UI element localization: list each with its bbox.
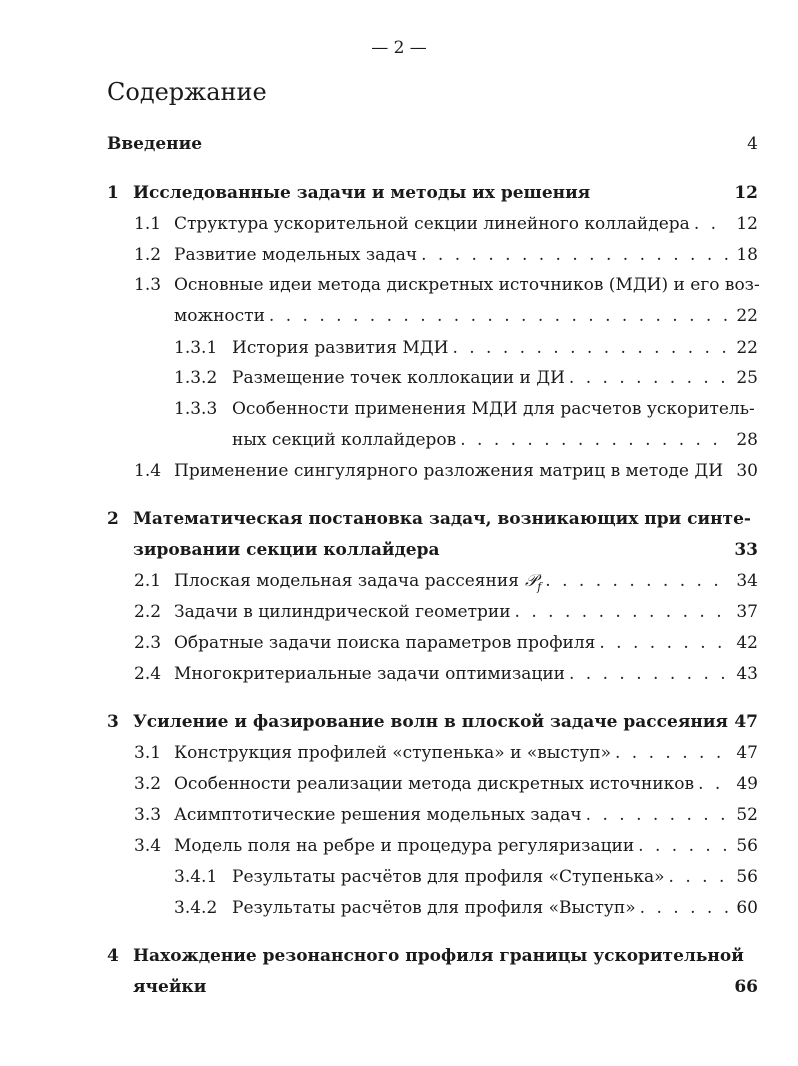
toc-entry-page: 28 <box>736 430 758 450</box>
toc-subsection-1-3-3[interactable] <box>0 394 798 424</box>
toc-entry-number: 1.2 <box>134 245 162 265</box>
toc-entry-title: Исследованные задачи и методы их решения <box>133 183 591 203</box>
toc-section-1-3[interactable] <box>0 270 798 300</box>
toc-entry-number: 2.2 <box>134 602 162 622</box>
toc-subsection-3-4-1[interactable] <box>0 862 798 892</box>
toc-subsection-1-3-2[interactable] <box>0 363 798 393</box>
toc-subsection-3-4-2[interactable] <box>0 893 798 923</box>
toc-entry-title: Многокритериальные задачи оптимизации <box>174 664 565 684</box>
toc-entry-number: 3.4.1 <box>174 867 218 887</box>
toc-leader-dots <box>615 738 728 768</box>
toc-section-2-4[interactable] <box>0 659 798 689</box>
toc-entry-title: Введение <box>107 134 203 154</box>
toc-section-2-1[interactable] <box>0 566 798 596</box>
toc-entry-number: 1.3.2 <box>174 368 218 388</box>
toc-entry-title: Усиление и фазирование волн в плоской задаче рассеяния <box>133 712 728 732</box>
toc-chapter-4[interactable] <box>0 941 798 971</box>
toc-entry-page: 56 <box>736 867 758 887</box>
toc-leader-dots <box>640 893 728 923</box>
toc-section-3-4[interactable] <box>0 831 798 861</box>
toc-entry-title: Развитие модельных задач <box>174 245 418 265</box>
symbol-p: 𝒫 <box>524 571 538 591</box>
toc-section-1-4[interactable] <box>0 456 798 486</box>
toc-entry-title: Основные идеи метода дискретных источников (МДИ) и его воз- <box>174 275 760 295</box>
toc-entry-introduction[interactable] <box>0 129 798 159</box>
toc-entry-number: 2.3 <box>134 633 162 653</box>
toc-leader-dots <box>421 240 728 270</box>
toc-entry-number: 3.1 <box>134 743 162 763</box>
toc-leader-dots <box>599 628 728 658</box>
toc-entry-page: 12 <box>736 214 758 234</box>
toc-entry-page: 30 <box>736 461 758 481</box>
toc-subsection-1-3-3-continued[interactable] <box>0 425 798 455</box>
toc-entry-page: 43 <box>736 664 758 684</box>
toc-entry-number: 3 <box>107 712 119 732</box>
toc-entry-title-continued: ных секций коллайдеров <box>232 430 457 450</box>
toc-leader-dots <box>460 425 728 455</box>
toc-section-2-3[interactable] <box>0 628 798 658</box>
toc-leader-dots <box>545 566 728 596</box>
toc-chapter-2-continued[interactable] <box>0 535 798 565</box>
toc-entry-title: Конструкция профилей «ступенька» и «выступ» <box>174 743 611 763</box>
toc-entry-page: 22 <box>736 338 758 358</box>
toc-section-2-2[interactable] <box>0 597 798 627</box>
toc-entry-title: Результаты расчётов для профиля «Ступенька» <box>232 867 665 887</box>
toc-entry-number: 1 <box>107 183 119 203</box>
toc-entry-title: Структура ускорительной секции линейного коллайдера <box>174 214 690 234</box>
toc-entry-number: 1.3 <box>134 275 162 295</box>
toc-entry-page: 18 <box>736 245 758 265</box>
toc-entry-title: Результаты расчётов для профиля «Выступ» <box>232 898 636 918</box>
toc-entry-title: Размещение точек коллокации и ДИ <box>232 368 565 388</box>
toc-entry-page: 56 <box>736 836 758 856</box>
toc-entry-title-continued: зировании секции коллайдера <box>133 540 440 560</box>
toc-entry-title: Обратные задачи поиска параметров профиля <box>174 633 596 653</box>
toc-subsection-1-3-1[interactable] <box>0 333 798 363</box>
toc-entry-title: Модель поля на ребре и процедура регуляризации <box>174 836 635 856</box>
toc-chapter-3[interactable] <box>0 707 798 737</box>
toc-entry-page: 60 <box>736 898 758 918</box>
toc-entry-number: 3.3 <box>134 805 162 825</box>
toc-chapter-1[interactable] <box>0 178 798 208</box>
toc-entry-page: 22 <box>736 306 758 326</box>
toc-chapter-2[interactable] <box>0 504 798 534</box>
page-title: Содержание <box>107 78 267 106</box>
toc-entry-page: 37 <box>736 602 758 622</box>
toc-entry-title-continued: ячейки <box>133 977 207 997</box>
toc-section-1-2[interactable] <box>0 240 798 270</box>
toc-entry-page: 34 <box>736 571 758 591</box>
toc-entry-number: 4 <box>107 946 119 966</box>
toc-section-3-1[interactable] <box>0 738 798 768</box>
toc-leader-dots <box>452 333 728 363</box>
toc-leader-dots <box>694 209 728 239</box>
toc-entry-number: 2 <box>107 509 119 529</box>
toc-leader-dots <box>515 597 728 627</box>
toc-leader-dots <box>727 456 728 486</box>
toc-entry-number: 3.4 <box>134 836 162 856</box>
toc-entry-title: Математическая постановка задач, возникающих при синте- <box>133 509 751 529</box>
toc-entry-page: 52 <box>736 805 758 825</box>
toc-entry-page: 25 <box>736 368 758 388</box>
toc-entry-number: 1.4 <box>134 461 162 481</box>
symbol-subscript: f <box>537 580 542 594</box>
toc-section-3-3[interactable] <box>0 800 798 830</box>
toc-entry-number: 3.4.2 <box>174 898 218 918</box>
toc-entry-page: 47 <box>734 712 758 732</box>
toc-leader-dots <box>698 769 728 799</box>
toc-leader-dots <box>569 659 728 689</box>
toc-entry-number: 2.1 <box>134 571 162 591</box>
toc-leader-dots <box>269 301 728 331</box>
toc-entry-title-continued: можности <box>174 306 265 326</box>
toc-leader-dots <box>638 831 728 861</box>
toc-entry-title: Нахождение резонансного профиля границы ускорительной <box>133 946 744 966</box>
toc-entry-page: 42 <box>736 633 758 653</box>
toc-entry-page: 47 <box>736 743 758 763</box>
toc-section-1-3-continued[interactable] <box>0 301 798 331</box>
toc-section-1-1[interactable] <box>0 209 798 239</box>
toc-entry-number: 1.3.1 <box>174 338 218 358</box>
toc-entry-number: 1.3.3 <box>174 399 218 419</box>
toc-leader-dots <box>669 862 728 892</box>
toc-entry-number: 3.2 <box>134 774 162 794</box>
toc-entry-page: 12 <box>734 183 758 203</box>
toc-entry-page: 4 <box>747 134 758 154</box>
toc-entry-page: 49 <box>736 774 758 794</box>
toc-entry-title: Плоская модельная задача рассеяния <box>174 571 519 591</box>
toc-entry-title: Задачи в цилиндрической геометрии <box>174 602 511 622</box>
toc-entry-number: 1.1 <box>134 214 162 234</box>
toc-chapter-4-continued[interactable] <box>0 972 798 1002</box>
toc-entry-page: 66 <box>734 977 758 997</box>
toc-leader-dots <box>569 363 728 393</box>
toc-entry-title: Применение сингулярного разложения матриц в методе ДИ <box>174 461 724 481</box>
toc-entry-title: Асимптотические решения модельных задач <box>174 805 582 825</box>
toc-entry-number: 2.4 <box>134 664 162 684</box>
toc-entry-title: Особенности применения МДИ для расчетов ускоритель- <box>232 399 755 419</box>
page-number: — 2 — <box>371 38 427 58</box>
toc-entry-page: 33 <box>734 540 758 560</box>
toc-section-3-2[interactable] <box>0 769 798 799</box>
toc-entry-title: История развития МДИ <box>232 338 449 358</box>
toc-entry-title: Особенности реализации метода дискретных источников <box>174 774 695 794</box>
toc-leader-dots <box>586 800 728 830</box>
